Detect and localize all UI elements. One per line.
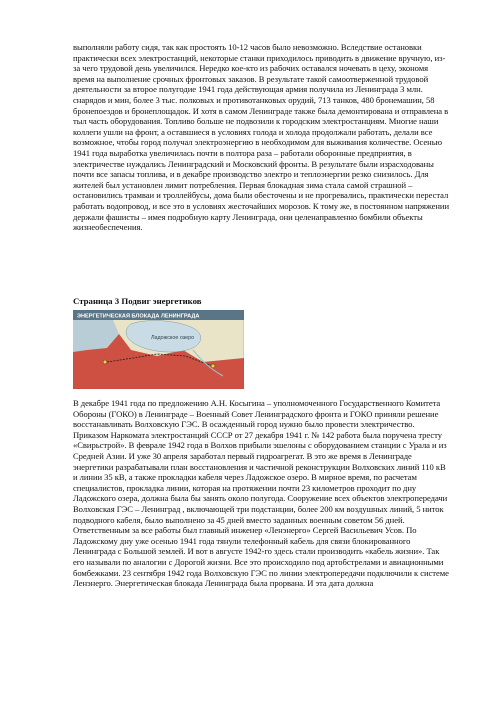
lake-label: Ладожское озеро xyxy=(151,335,195,341)
body-paragraph-2: В декабре 1941 года по предложению А.Н. Косыгина – уполномоченного Государственного Комитета Обороны (ГОКО) в Ленинграде – Военный Совет Ленинградского фронта и ГОКО приняли решение восстанавливать Волховскую ГЭС. В осажденный город нужно было провести электричество. Приказом Наркомата электростанций СССР от 27 декабря 1941 г. № 142 работа была поручена тресту «Свирьстрой». В феврале 1942 года в Волхов прибыли эшелоны с оборудованием станции с Урала и из Средней Азии. И уже 30 апреля заработал первый гидроагрегат. В это же время в Ленинграде энергетики разрабатывали план восстановления и частичной реконструкции Волховских линий 110 кВ и линии 35 кВ, а также прокладки кабеля через Ладожское озеро. В мирное время, по расчетам специалистов, прокладка линии, которая на протяжении почти 23 километров проходит по дну Ладожского озера, должна была бы занять около полугода. Сооружение всех объектов электропередачи Волховская ГЭС – Ленинград , включающей три подстанции, более 200 км воздушных линий, 5 ниток подводного кабеля, было выполнено за 45 дней вместо заданных военным советом 56 дней. Ответственным за все работы был главный инженер «Ленэнерго» Сергей Васильевич Усов. По Ладожскому дну уже осенью 1941 года тянули телефонный кабель для связи блокированного Ленинграда с Большой землей. И вот в августе 1942-го здесь стали производить «кабель жизни». Так его называли по аналогии с Дорогой жизни. Все это происходило под артобстрелами и авиационными бомбежками. 23 сентября 1942 года Волховскую ГЭС по линии электропередачи подключили к системе Ленэнерго. Энергетическая блокада Ленинграда была прорвана. И эта дата должна xyxy=(73,398,449,589)
body-paragraph-1: выполняли работу сидя, так как простоять 10-12 часов было невозможно. Вследствие остановки практически всех электростанций, некоторые станки приходилось приводить в движение вручную, из-за чего трудовой день увеличился. Нередко кое-кто из рабочих оставался ночевать в цеху, экономя время на выполнение срочных фронтовых заказов. В результате такой самоотверженной трудовой деятельности за второе полугодие 1941 года действующая армия получила из Ленинграда 3 млн. снарядов и мин, более 3 тыс. полковых и противотанковых орудий, 713 танков, 480 бронемашин, 58 бронепоездов и бронеплощадок. И хотя в самом Ленинграде также была демонтирована и отправлена в тыл часть оборудования. Топливо больше не подвозили к городским электростанциям. Многие наши коллеги ушли на фронт, а оставшиеся в условиях голода и холода продолжали работать, делали все возможное, чтобы город получал электроэнергию в необходимом для выживания количестве. Осенью 1941 года выработка увеличилась почти в полтора раза – работали оборонные предприятия, в электричестве нуждались Ленинградский и Московский фронты. В результате были израсходованы почти все запасы топлива, и в декабре производство электро и теплоэнергии резко снизилось. Для жителей был установлен лимит потребления. Первая блокадная зима стала самой страшной – остановились трамваи и троллейбусы, дома были обесточены и не прогревались, практически перестал работать водопровод, и все это в условиях жесточайших морозов. К тому же, в постоянном напряжении держали фашисты – имея подробную карту Ленинграда, они целенаправленно бомбили объекты жизнеобеспечения. xyxy=(73,42,450,233)
map-title: ЭНЕРГЕТИЧЕСКАЯ БЛОКАДА ЛЕНИНГРАДА xyxy=(77,313,200,320)
city-marker xyxy=(103,360,107,364)
blockade-map xyxy=(73,310,244,389)
section-heading: Страница 3 Подвиг энергетиков xyxy=(73,296,202,306)
station-marker xyxy=(211,364,215,368)
